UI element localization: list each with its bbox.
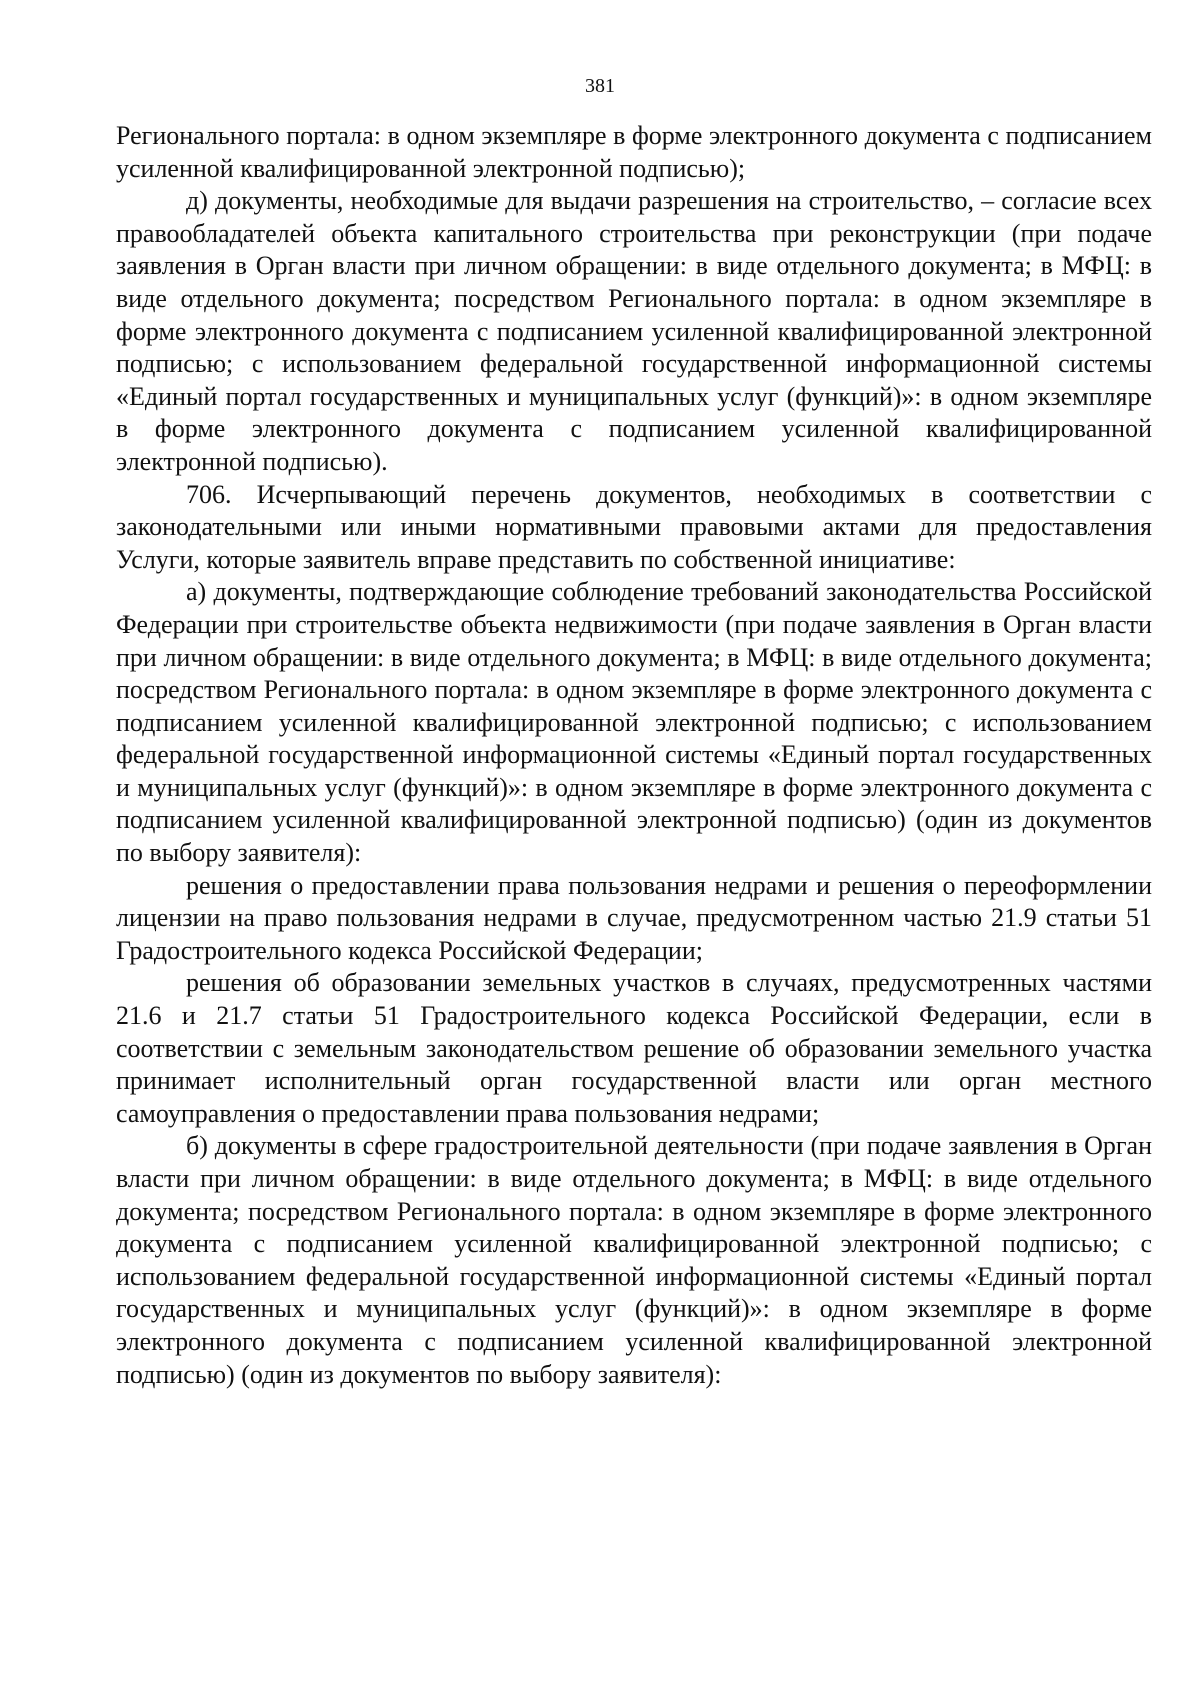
paragraph-land-formation-decision: решения об образовании земельных участков в случаях, предусмотренных частями 21.6 и 21.7 статьи 51 Градостроительного кодекса Российской Федерации, если в соответствии с земельным законодательством решение об образовании земельного участка принимает исполнительный орган государственной власти или орган местного самоуправления о предоставлении права пользования недрами; bbox=[116, 968, 1152, 1128]
page-number: 381 bbox=[585, 75, 615, 97]
paragraph-item-d: д) документы, необходимые для выдачи разрешения на строительство, – согласие всех правообладателей объекта капитального строительства при реконструкции (при подаче заявления в Орган власти при личном обращении: в виде отдельного документа; в МФЦ: в виде отдельного документа; посредством Регионального портала: в одном экземпляре в форме электронного документа с подписанием усиленной квалифицированной электронной подписью; с использованием федеральной государственной информационной системы «Единый портал государственных и муниципальных услуг (функций)»: в одном экземпляре в форме электронного документа с подписанием усиленной квалифицированной электронной подписью). bbox=[116, 186, 1152, 476]
paragraph-item-b: б) документы в сфере градостроительной деятельности (при подаче заявления в Орган власти при личном обращении: в виде отдельного документа; в МФЦ: в виде отдельного документа; посредством Регионального портала: в одном экземпляре в форме электронного документа с подписанием усиленной квалифицированной электронной подписью; с использованием федеральной государственной информационной системы «Единый портал государственных и муниципальных услуг (функций)»: в одном экземпляре в форме электронного документа с подписанием усиленной квалифицированной электронной подписью) (один из документов по выбору заявителя): bbox=[116, 1131, 1152, 1389]
paragraph-item-a: а) документы, подтверждающие соблюдение требований законодательства Российской Федерации при строительстве объекта недвижимости (при подаче заявления в Орган власти при личном обращении: в виде отдельного документа; в МФЦ: в виде отдельного документа; посредством Регионального портала: в одном экземпляре в форме электронного документа с подписанием усиленной квалифицированной электронной подписью; с использованием федеральной государственной информационной системы «Единый портал государственных и муниципальных услуг (функций)»: в одном экземпляре в форме электронного документа с подписанием усиленной квалифицированной электронной подписью) (один из документов по выбору заявителя): bbox=[116, 577, 1152, 868]
document-body bbox=[116, 120, 1152, 1391]
paragraph-continuation: Регионального портала: в одном экземпляре в форме электронного документа с подписанием усиленной квалифицированной электронной подписью); bbox=[116, 121, 1152, 183]
paragraph-subsoil-decision: решения о предоставлении права пользования недрами и решения о переоформлении лицензии на право пользования недрами в случае, предусмотренном частью 21.9 статьи 51 Градостроительного кодекса Российской Федерации; bbox=[116, 870, 1152, 965]
paragraph-706: 706. Исчерпывающий перечень документов, необходимых в соответствии с законодательными или иными нормативными правовыми актами для предоставления Услуги, которые заявитель вправе представить по собственной инициативе: bbox=[116, 479, 1152, 574]
